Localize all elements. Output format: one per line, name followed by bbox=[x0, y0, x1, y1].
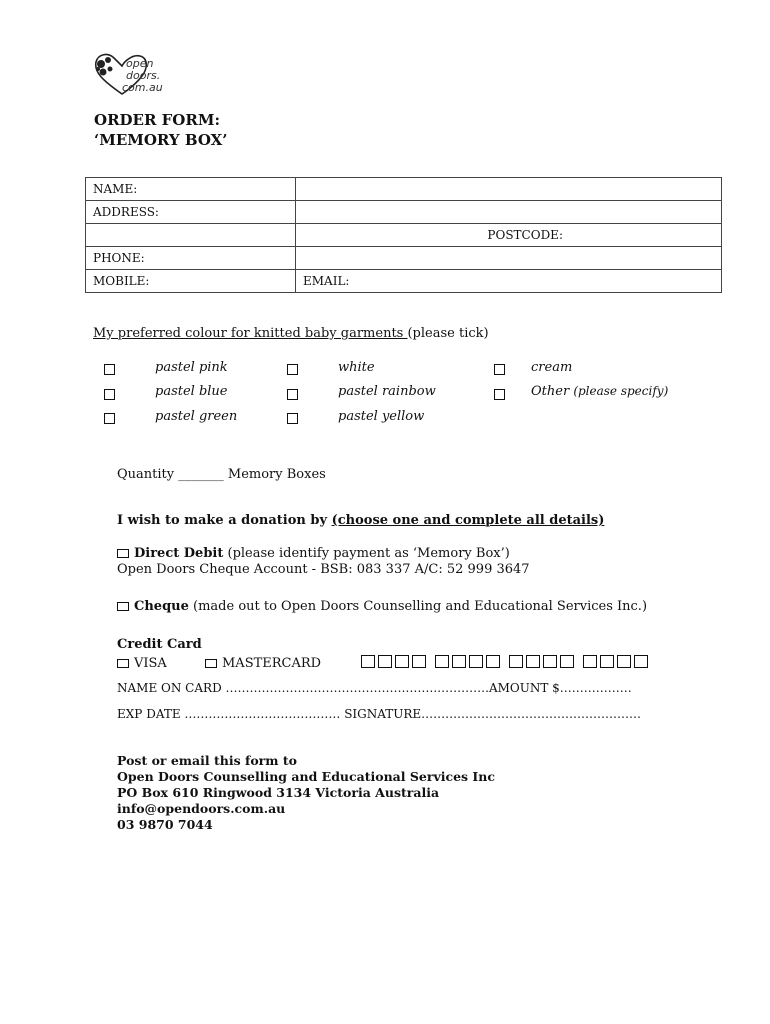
logo-text-doors: doors. bbox=[126, 69, 161, 82]
card-number-group-1 bbox=[361, 655, 429, 668]
option-pastel-blue: pastel blue bbox=[155, 384, 228, 399]
table-row bbox=[86, 270, 722, 293]
donation-heading bbox=[117, 513, 604, 529]
contact-phone: 03 9870 7044 bbox=[117, 817, 213, 832]
direct-debit-label: Direct Debit bbox=[134, 546, 224, 561]
donation-heading-note: (choose one and complete all details) bbox=[331, 513, 605, 528]
logo bbox=[92, 50, 182, 98]
card-number-group-2 bbox=[435, 655, 503, 668]
card-number-group-4 bbox=[583, 655, 651, 668]
card-digit-box[interactable] bbox=[412, 655, 426, 668]
logo-text-comau: com.au bbox=[122, 81, 163, 94]
card-digit-box[interactable] bbox=[543, 655, 557, 668]
contact-block bbox=[117, 753, 495, 833]
card-digit-box[interactable] bbox=[617, 655, 631, 668]
postcode-label[interactable]: POSTCODE: bbox=[296, 224, 722, 247]
card-digit-box[interactable] bbox=[435, 655, 449, 668]
cheque-note: (made out to Open Doors Counselling and Educational Services Inc.) bbox=[188, 599, 648, 614]
quantity-suffix: Memory Boxes bbox=[227, 467, 326, 482]
colour-prompt-rest: (please tick) bbox=[407, 326, 489, 341]
checkbox-pastel-yellow[interactable] bbox=[287, 413, 298, 424]
table-row bbox=[86, 247, 722, 270]
visa-label: VISA bbox=[134, 656, 167, 671]
colour-prompt-underlined: My preferred colour for knitted baby garments bbox=[93, 326, 408, 341]
card-digit-box[interactable] bbox=[361, 655, 375, 668]
direct-debit-checkbox[interactable] bbox=[117, 549, 129, 558]
option-other-note: (please specify) bbox=[573, 384, 669, 398]
phone-field[interactable] bbox=[296, 247, 722, 270]
card-digit-box[interactable] bbox=[378, 655, 392, 668]
direct-debit-line bbox=[117, 546, 510, 562]
title-line-2: ‘MEMORY BOX’ bbox=[94, 131, 228, 149]
mastercard-checkbox[interactable] bbox=[205, 659, 217, 668]
card-digit-box[interactable] bbox=[395, 655, 409, 668]
option-pastel-green: pastel green bbox=[155, 409, 238, 424]
name-label: NAME: bbox=[86, 178, 296, 201]
card-digit-box[interactable] bbox=[452, 655, 466, 668]
table-row bbox=[86, 201, 722, 224]
card-digit-box[interactable] bbox=[469, 655, 483, 668]
phone-label: PHONE: bbox=[86, 247, 296, 270]
colour-prompt bbox=[93, 326, 489, 342]
checkbox-white[interactable] bbox=[287, 364, 298, 375]
card-digit-box[interactable] bbox=[526, 655, 540, 668]
checkbox-other[interactable] bbox=[494, 389, 505, 400]
checkbox-pastel-rainbow[interactable] bbox=[287, 389, 298, 400]
card-number-group-3 bbox=[509, 655, 577, 668]
contact-org: Open Doors Counselling and Educational Services Inc bbox=[117, 769, 495, 784]
title-line-1: ORDER FORM: bbox=[94, 111, 220, 129]
name-on-card-line[interactable]: NAME ON CARD ……………………………………….…….………….AMOUNT $……………… bbox=[117, 681, 632, 695]
contact-line-1: Post or email this form to bbox=[117, 753, 297, 768]
checkbox-pastel-pink[interactable] bbox=[104, 364, 115, 375]
name-field[interactable] bbox=[296, 178, 722, 201]
option-pastel-yellow: pastel yellow bbox=[338, 409, 425, 424]
card-digit-box[interactable] bbox=[634, 655, 648, 668]
card-digit-box[interactable] bbox=[509, 655, 523, 668]
page-title bbox=[94, 110, 227, 150]
visa-option bbox=[117, 656, 167, 672]
option-cream: cream bbox=[531, 360, 573, 375]
address-line-2-field[interactable] bbox=[86, 224, 296, 247]
direct-debit-note: (please identify payment as ‘Memory Box’) bbox=[223, 546, 510, 561]
mastercard-label: MASTERCARD bbox=[222, 656, 322, 671]
exp-signature-line[interactable]: EXP DATE ………………………………… SIGNATURE……….……………………………………… bbox=[117, 707, 641, 721]
option-other bbox=[531, 384, 668, 399]
quantity-label: Quantity bbox=[117, 467, 175, 482]
table-row bbox=[86, 178, 722, 201]
cheque-label: Cheque bbox=[134, 599, 189, 614]
contact-address: PO Box 610 Ringwood 3134 Victoria Australia bbox=[117, 785, 440, 800]
details-table bbox=[85, 177, 722, 293]
address-field[interactable] bbox=[296, 201, 722, 224]
option-other-label: Other bbox=[531, 384, 570, 399]
card-number-boxes bbox=[361, 655, 657, 668]
address-label: ADDRESS: bbox=[86, 201, 296, 224]
card-digit-box[interactable] bbox=[560, 655, 574, 668]
cheque-line bbox=[117, 599, 647, 615]
option-pastel-rainbow: pastel rainbow bbox=[338, 384, 436, 399]
account-details: Open Doors Cheque Account - BSB: 083 337 A/C: 52 999 3647 bbox=[117, 562, 530, 577]
mobile-label[interactable]: MOBILE: bbox=[86, 270, 296, 293]
option-white: white bbox=[338, 360, 375, 375]
table-row bbox=[86, 224, 722, 247]
cheque-checkbox[interactable] bbox=[117, 602, 129, 611]
mastercard-option bbox=[205, 656, 321, 672]
email-label[interactable]: EMAIL: bbox=[296, 270, 722, 293]
card-digit-box[interactable] bbox=[600, 655, 614, 668]
option-pastel-pink: pastel pink bbox=[155, 360, 228, 375]
credit-card-heading: Credit Card bbox=[117, 637, 202, 652]
card-digit-box[interactable] bbox=[583, 655, 597, 668]
card-digit-box[interactable] bbox=[486, 655, 500, 668]
checkbox-pastel-blue[interactable] bbox=[104, 389, 115, 400]
checkbox-cream[interactable] bbox=[494, 364, 505, 375]
quantity-line bbox=[117, 467, 326, 483]
contact-email[interactable]: info@opendoors.com.au bbox=[117, 801, 286, 816]
quantity-field[interactable]: _______ bbox=[178, 467, 224, 482]
donation-heading-text: I wish to make a donation by bbox=[117, 513, 332, 528]
logo-text-open: open bbox=[126, 57, 154, 70]
checkbox-pastel-green[interactable] bbox=[104, 413, 115, 424]
visa-checkbox[interactable] bbox=[117, 659, 129, 668]
